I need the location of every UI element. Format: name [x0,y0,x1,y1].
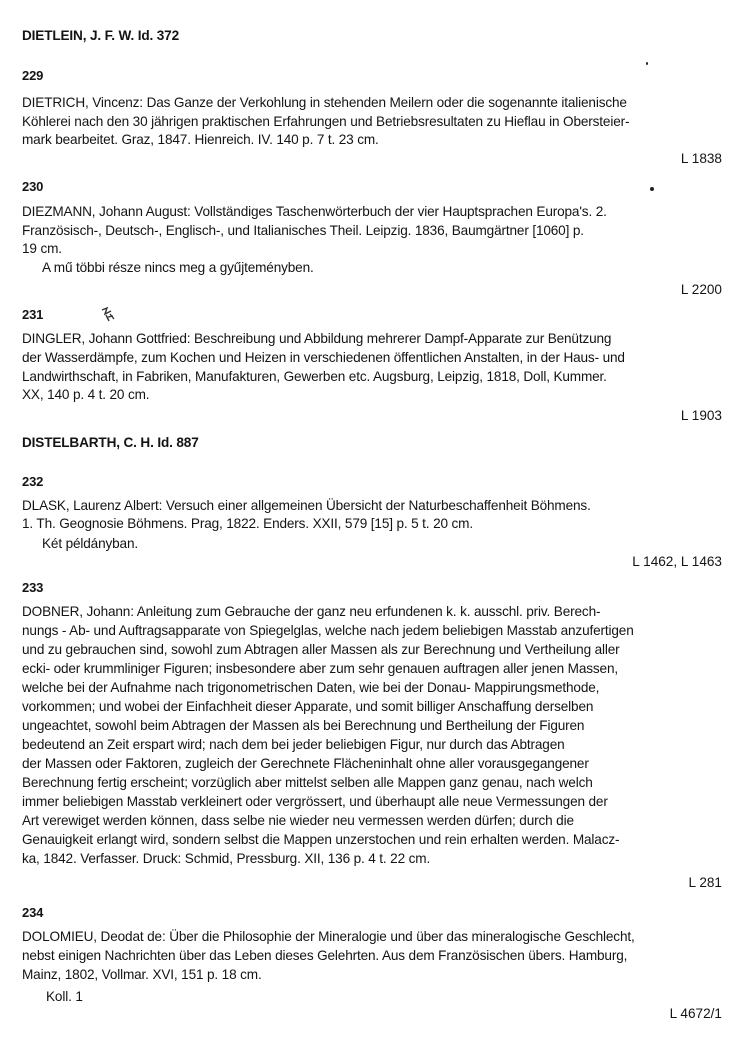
entry-233-line-3: und zu gebrauchen sind, sowohl zum Abtragen aller Massen als zur Berechnung und Vertheilung aller [22,642,620,657]
entry-229-line-2: Köhlerei nach den 30 jährigen praktischen Erfahrungen und Betriebsresultaten zu Hieflau in Obersteier- [22,114,630,129]
entry-234-line-3: Mainz, 1802, Vollmar. XVI, 151 p. 18 cm. [22,967,262,982]
entry-234-signature: L 4672/1 [669,1006,722,1021]
entry-234-line-1: DOLOMIEU, Deodat de: Über die Philosophie der Mineralogie und über das mineralogische Geschlecht, [22,929,635,944]
entry-233-line-2: nungs - Ab- und Auftragsapparate von Spiegelglas, welche nach jedem beliebigen Masstab anzufertigen [22,623,634,638]
entry-231-line-4: XX, 140 p. 4 t. 20 cm. [22,387,150,402]
entry-233-line-1: DOBNER, Johann: Anleitung zum Gebrauche der ganz neu erfundenen k. k. ausschl. priv. Berech- [22,604,601,619]
entry-233-line-5: welche bei der Aufnahme nach trigonometrischen Daten, wie bei der Donau- Mappirungsmethode, [22,680,600,695]
entry-232-number: 232 [22,474,44,489]
entry-233-line-10: Berechnung fertig erscheint; vorzüglich aber mittelst selben alle Mappen ganz genau, nach welch [22,775,593,790]
entry-231-signature: L 1903 [680,408,722,423]
entry-233-line-12: Art verewiget werden können, dass selbe nie wieder neu vermessen werden dürfen; durch die [22,813,574,828]
entry-230-note: A mű többi része nincs meg a gyűjteményben. [42,260,314,275]
entry-233-number: 233 [22,580,44,595]
entry-230-signature: L 2200 [680,282,722,297]
entry-231-line-1: DINGLER, Johann Gottfried: Beschreibung und Abbildung mehrerer Dampf-Apparate zur Benützung [22,331,612,346]
entry-232-signature: L 1462, L 1463 [632,554,722,569]
entry-231-line-3: Landwirthschaft, in Fabriken, Manufakturen, Gewerben etc. Augsburg, Leipzig, 1818, Doll, Kummer. [22,369,607,384]
entry-233-line-6: vorkommen; und wobei der Einfachheit dieser Apparate, und somit billiger Anschaffung derselben [22,699,594,714]
entry-230-line-2: Französisch-, Deutsch-, Englisch-, und Italianisches Theil. Leipzig. 1836, Baumgärtner [1060] p. [22,223,584,238]
entry-230-number: 230 [22,179,44,194]
entry-234-note: Koll. 1 [46,989,83,1004]
entry-233-line-8: bedeutend an Zeit erspart wird; nach dem bei jeder beliebigen Figur, nur durch das Abtragen [22,737,565,752]
handwritten-mark [100,306,116,322]
entry-232-line-2: 1. Th. Geognosie Böhmens. Prag, 1822. Enders. XXII, 579 [15] p. 5 t. 20 cm. [22,516,473,531]
entry-232-line-1: DLASK, Laurenz Albert: Versuch einer allgemeinen Übersicht der Naturbeschaffenheit Böhmens. [22,498,591,513]
crossref-dietlein: DIETLEIN, J. F. W. Id. 372 [22,28,179,43]
entry-234-number: 234 [22,905,44,920]
entry-233-line-7: ungeachtet, sowohl beim Abtragen der Massen als bei Berechnung und Bertheilung der Figuren [22,718,585,733]
entry-230-line-1: DIEZMANN, Johann August: Vollständiges Taschenwörterbuch der vier Hauptsprachen Europa's. 2. [22,204,607,219]
entry-234-line-2: nebst einigen Nachrichten über das Leben dieses Gelehrten. Aus dem Französischen übers. Hamburg, [22,948,628,963]
entry-233-line-4: ecki- oder krummliniger Figuren; insbesondere aber zum sehr genauen auftragen aller jenen Massen, [22,661,618,676]
entry-233-line-14: ka, 1842. Verfasser. Druck: Schmid, Pressburg. XII, 136 p. 4 t. 22 cm. [22,851,431,866]
entry-231-number: 231 [22,307,44,322]
entry-229-line-1: DIETRICH, Vincenz: Das Ganze der Verkohlung in stehenden Meilern oder die sogenannte italienische [22,95,627,110]
entry-229-signature: L 1838 [680,151,722,166]
entry-229-line-3: mark bearbeitet. Graz, 1847. Hienreich. IV. 140 p. 7 t. 23 cm. [22,132,379,147]
entry-231-line-2: der Wasserdämpfe, zum Kochen und Heizen in verschiedenen öffentlichen Anstalten, in der Haus- und [22,350,625,365]
print-speck [646,62,648,65]
entry-233-line-11: immer beliebigen Masstab verkleinert oder vergrössert, und überhaupt alle neue Vermessungen der [22,794,608,809]
entry-233-line-9: der Massen oder Faktoren, zugleich der Gerechnete Flächeninhalt ohne aller vorausgegangener [22,756,589,771]
entry-229-number: 229 [22,68,44,83]
print-speck [650,187,654,191]
entry-233-line-13: Genauigkeit erlangt wird, sondern selbst die Mappen unzerstochen und rein erhalten werden. Malacz- [22,832,620,847]
entry-232-note: Két példányban. [42,536,139,551]
entry-233-signature: L 281 [688,875,722,890]
entry-230-line-3: 19 cm. [22,241,62,256]
crossref-distelbarth: DISTELBARTH, C. H. Id. 887 [22,435,199,450]
